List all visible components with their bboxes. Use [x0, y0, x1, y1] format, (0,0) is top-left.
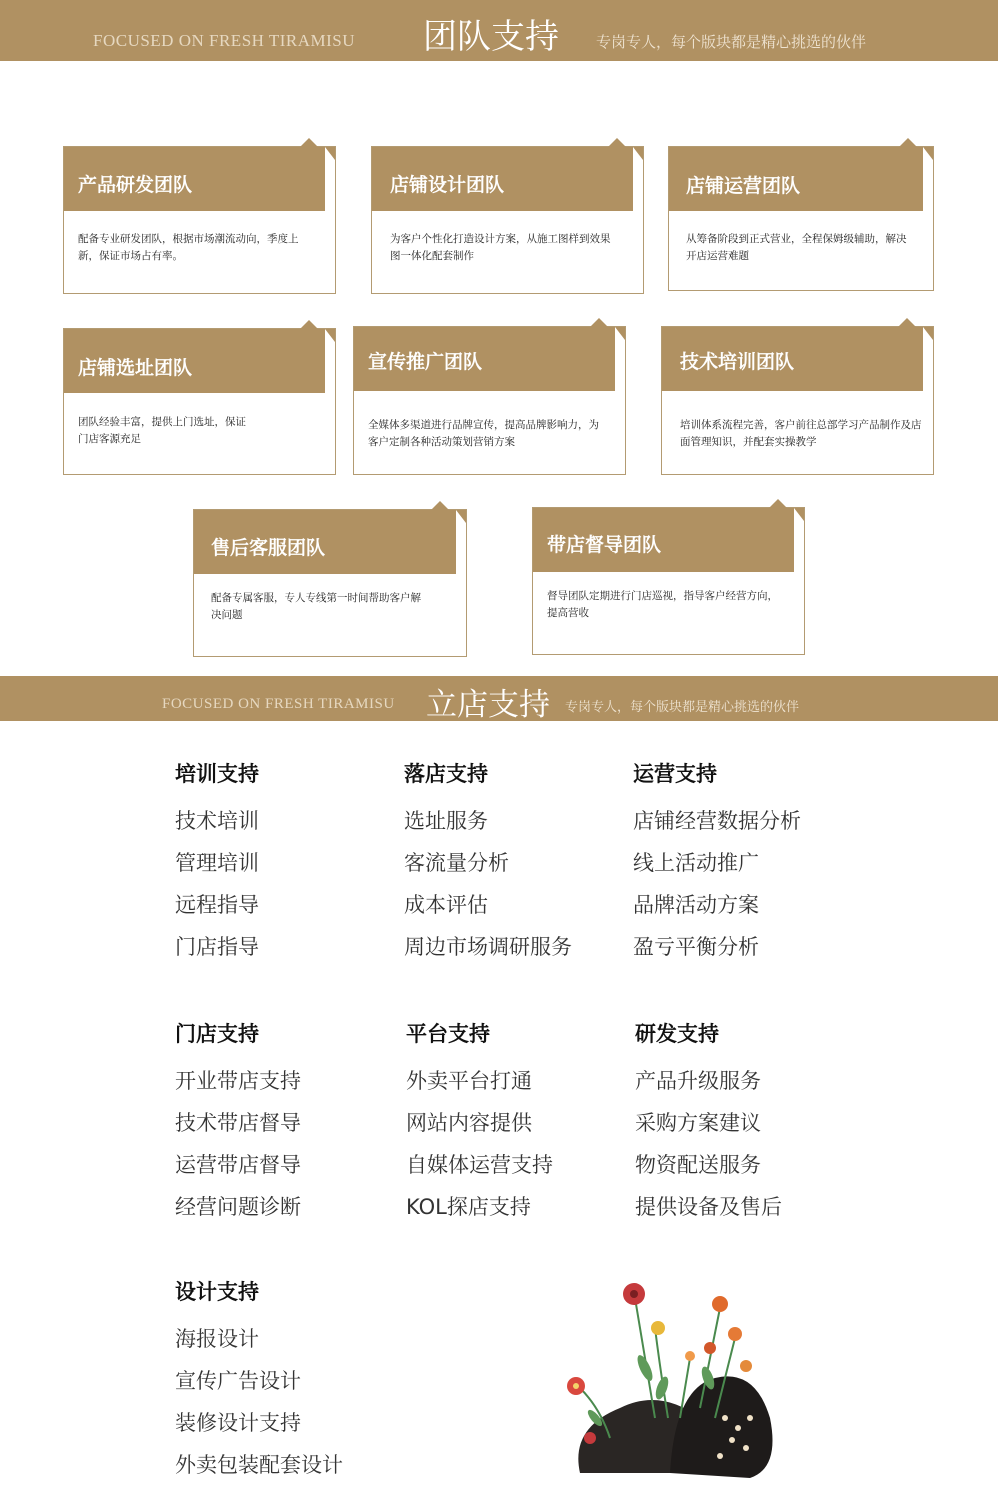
support-heading: 平台支持	[406, 1022, 490, 1046]
team-card-description: 团队经验丰富，提供上门选址，保证门店客源充足	[78, 416, 246, 445]
team-card	[532, 507, 805, 655]
support-heading: 运营支持	[633, 762, 717, 786]
team-card-description: 从筹备阶段到正式营业，全程保姆级辅助，解决开店运营难题	[686, 233, 907, 262]
support-heading: 落店支持	[404, 762, 488, 786]
support-column-training	[175, 758, 395, 968]
team-card-description: 配备专属客服，专人专线第一时间帮助客户解决问题	[211, 592, 421, 621]
team-support-banner	[0, 0, 998, 61]
team-card	[661, 326, 934, 475]
support-item: 管理培训	[175, 851, 259, 875]
support-heading: 门店支持	[175, 1022, 259, 1046]
support-item: 运营带店督导	[175, 1153, 301, 1177]
support-item: 盈亏平衡分析	[633, 935, 759, 959]
support-column-store	[175, 1018, 395, 1228]
team-card	[353, 326, 626, 475]
support-item: 物资配送服务	[635, 1153, 761, 1177]
support-item: 店铺经营数据分析	[633, 809, 801, 833]
support-item: 产品升级服务	[635, 1069, 761, 1093]
team-card	[63, 328, 336, 475]
support-item: 经营问题诊断	[175, 1195, 301, 1219]
team-card-description: 全媒体多渠道进行品牌宣传，提高品牌影响力，为客户定制各种活动策划营销方案	[368, 419, 599, 448]
support-item: 远程指导	[175, 893, 259, 917]
support-item: 采购方案建议	[635, 1111, 761, 1135]
team-card-title: 售后客服团队	[211, 537, 326, 559]
support-item: 装修设计支持	[175, 1411, 301, 1435]
support-item: 品牌活动方案	[633, 893, 759, 917]
banner-english-text: FOCUSED ON FRESH TIRAMISU	[162, 696, 395, 712]
team-card	[668, 146, 934, 291]
rock-shapes	[578, 1376, 772, 1478]
team-card-description: 督导团队定期进行门店巡视，指导客户经营方向，提高营收	[547, 590, 778, 619]
support-item: 网站内容提供	[406, 1111, 532, 1135]
team-card-description: 为客户个性化打造设计方案，从施工图样到效果图一体化配套制作	[390, 233, 611, 262]
support-item: 海报设计	[175, 1327, 259, 1351]
support-item: 外卖平台打通	[406, 1069, 532, 1093]
support-item: 开业带店支持	[175, 1069, 301, 1093]
store-support-banner	[0, 676, 998, 721]
banner-title: 立店支持	[426, 687, 550, 723]
support-item: 宣传广告设计	[175, 1369, 301, 1393]
support-heading: 设计支持	[175, 1280, 259, 1304]
support-item: 提供设备及售后	[635, 1195, 782, 1219]
support-column-platform	[406, 1018, 626, 1228]
support-item: 周边市场调研服务	[404, 935, 572, 959]
banner-subtitle: 专岗专人，每个版块都是精心挑选的伙伴	[565, 700, 800, 715]
support-item: 线上活动推广	[633, 851, 759, 875]
team-card-title: 宣传推广团队	[368, 351, 483, 373]
flower-illustration	[550, 1268, 790, 1488]
support-item: 外卖包装配套设计	[175, 1453, 343, 1477]
support-column-design	[175, 1276, 395, 1486]
team-card	[193, 509, 467, 657]
team-card-title: 店铺运营团队	[686, 175, 801, 197]
banner-title: 团队支持	[423, 17, 559, 57]
support-item: 选址服务	[404, 809, 488, 833]
banner-subtitle: 专岗专人，每个版块都是精心挑选的伙伴	[596, 33, 867, 51]
support-column-rnd	[635, 1018, 855, 1228]
team-card	[63, 146, 336, 294]
team-card-title: 店铺设计团队	[390, 174, 505, 196]
banner-english-text: FOCUSED ON FRESH TIRAMISU	[93, 31, 356, 50]
support-heading: 培训支持	[175, 762, 259, 786]
support-item: 技术培训	[175, 809, 259, 833]
team-card-title: 店铺选址团队	[78, 357, 193, 379]
support-item: 自媒体运营支持	[406, 1153, 553, 1177]
team-card-description: 配备专业研发团队，根据市场潮流动向，季度上新，保证市场占有率。	[78, 233, 299, 262]
team-card-title: 带店督导团队	[547, 534, 662, 556]
team-card	[371, 146, 644, 294]
support-column-operation	[633, 758, 853, 968]
support-item: 客流量分析	[404, 851, 509, 875]
support-item: 成本评估	[404, 893, 488, 917]
team-card-title: 产品研发团队	[78, 174, 193, 196]
support-item: KOL探店支持	[406, 1195, 531, 1219]
team-card-title: 技术培训团队	[680, 351, 795, 373]
support-heading: 研发支持	[635, 1022, 719, 1046]
support-item: 技术带店督导	[175, 1111, 301, 1135]
team-card-description: 培训体系流程完善，客户前往总部学习产品制作及店面管理知识，并配套实操教学	[680, 419, 922, 448]
support-item: 门店指导	[175, 935, 259, 959]
support-column-landing	[404, 758, 624, 968]
